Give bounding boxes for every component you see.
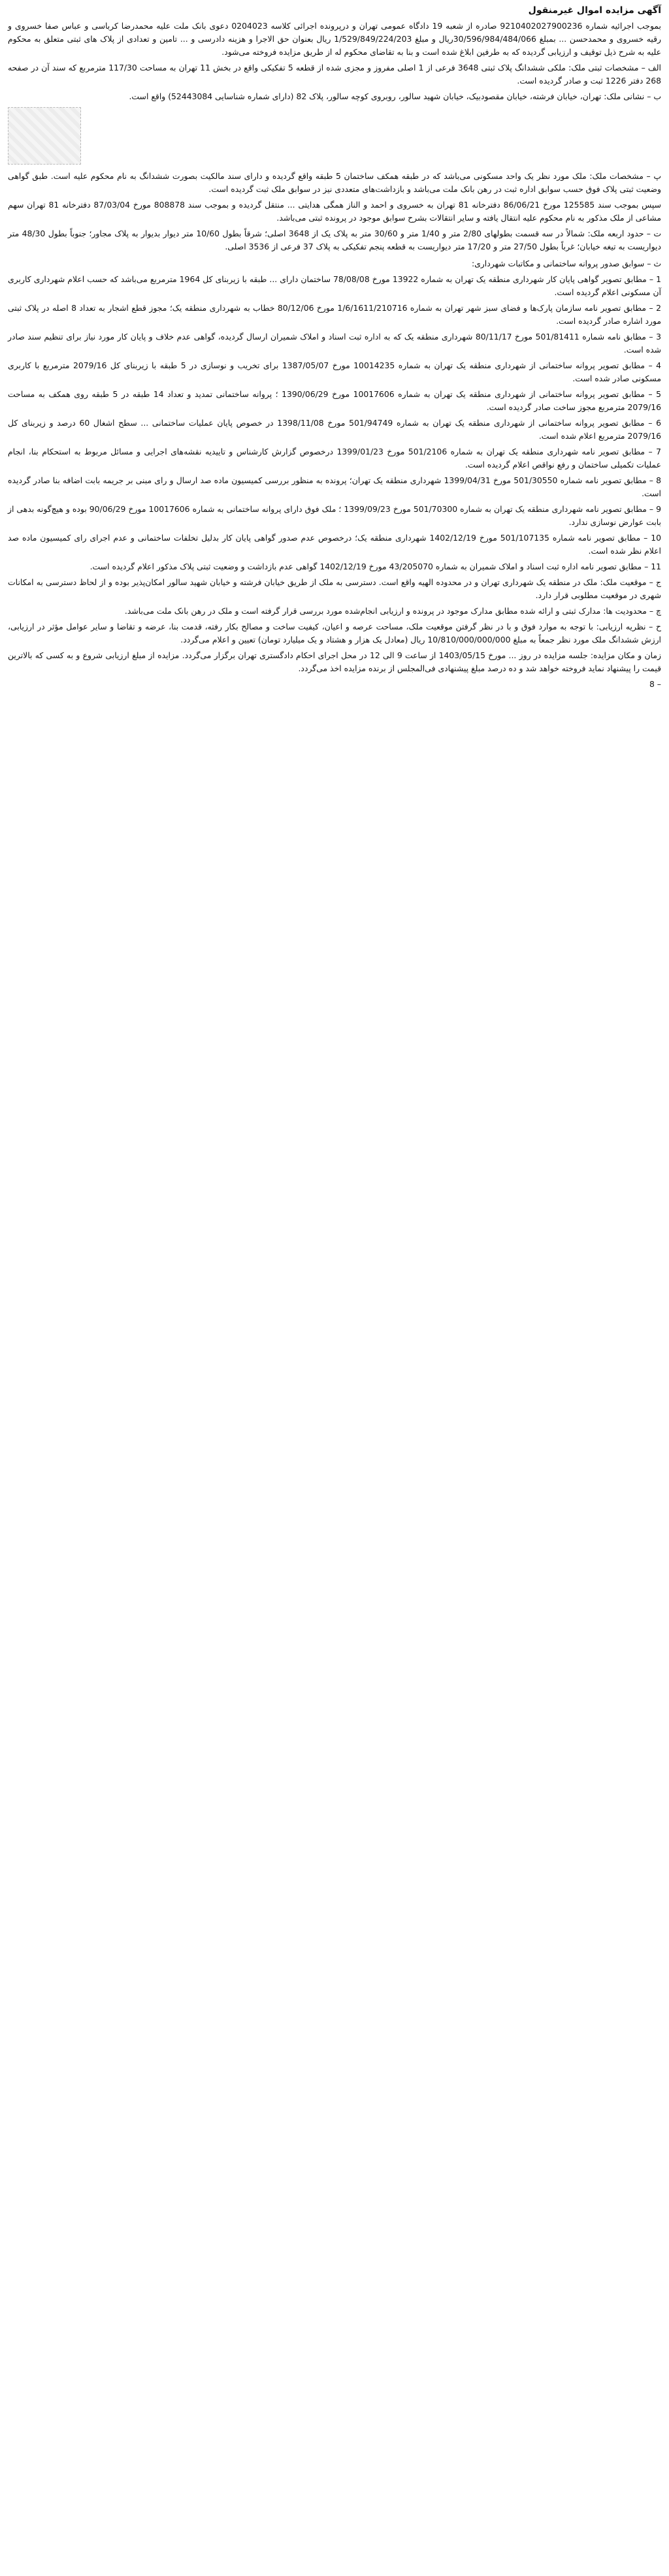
municipality-item-3: 3 – مطابق نامه شماره 501/81411 مورخ 80/11/17 شهرداری منطقه یک که به اداره ثبت اسناد و املاک شمیران ارسال گردیده، گواهی عدم خلاف و پایان کار مورد نیاز برای تنظیم سند صادر شده است. — [8, 332, 661, 355]
notice-title: آگهی مزایده اموال غیرمنقول — [528, 5, 661, 16]
municipality-item-9: 9 – مطابق تصویر نامه شهرداری منطقه یک تهران به شماره 501/70300 مورخ 1399/09/23 ؛ ملک فوق دارای پروانه ساختمانی به شماره 10017606 مورخ 90/06/29 بوده و هیچ‌گونه بدهی از بابت عوارض نوسازی ندارد. — [8, 504, 662, 527]
notice-paragraph-specs: پ – مشخصات ملک: ملک مورد نظر یک واحد مسکونی می‌باشد که در طبقه همکف ساختمان 5 طبقه واقع گردیده و دارای سند مالکیت بصورت ششدانگ به نام محکوم علیه است. طبق گواهی وضعیت ثبتی پلاک فوق حسب سوابق اداره ثبت در رهن بانک ملت می‌باشد و بازداشت‌های متعددی نیز در سوابق ملک ثبت گردیده است. — [8, 171, 661, 194]
property-photo — [8, 107, 81, 165]
municipality-item-1: 1 – مطابق تصویر گواهی پایان کار شهرداری منطقه یک تهران به شماره 13922 مورخ 78/08/08 ساختمان دارای ... طبقه با زیربنای کل 1964 مترمربع می‌باشد که حسب اعلام شهرداری کاربری آن مسکونی اعلام گردیده است. — [8, 274, 661, 297]
municipality-item-2: 2 – مطابق تصویر نامه سازمان پارک‌ها و فضای سبز شهر تهران به شماره 1/6/1611/210716 مورخ 80/12/06 خطاب به شهرداری منطقه یک؛ مجوز قطع اشجار به تعداد 8 اصله در پلاک ثبتی مورد اشاره صادر گردیده است. — [8, 303, 661, 326]
notice-paragraph-limitations: چ – محدودیت ها: مدارک ثبتی و ارائه شده مطابق مدارک موجود در پرونده و ارزیابی انجام‌شده مورد بررسی قرار گرفته است و ملک در رهن بانک ملت می‌باشد. — [124, 606, 661, 616]
municipality-item-6: 6 – مطابق تصویر پروانه ساختمانی از شهرداری منطقه یک تهران به شماره 501/94749 مورخ 1398/11/08 در خصوص پایان عملیات ساختمانی ... سطح اشغال 60 درصد و زیربنای کل 2079/16 مترمربع اعلام شده است. — [8, 418, 661, 441]
municipality-item-5: 5 – مطابق تصویر پروانه ساختمانی از شهرداری منطقه یک تهران به شماره 10017606 مورخ 1390/06/29 ؛ پروانه ساختمانی تمدید و تعداد 14 طبقه در 5 طبقه روی همکف به مساحت 2079/16 مترمربع مجوز ساخت صادر گردیده است. — [8, 389, 662, 412]
municipality-section — [8, 257, 661, 573]
municipality-item-11: 11 – مطابق تصویر نامه اداره ثبت اسناد و املاک شمیران به شماره 43/205070 مورخ 1402/12/19 گواهی عدم بازداشت و وضعیت ثبتی پلاک مذکور اعلام گردیده است. — [90, 562, 661, 571]
notice-paragraph-address: ب – نشانی ملک: تهران، خیابان فرشته، خیابان مقصودبیک، خیابان شهید سالور، روبروی کوچه سالور، پلاک 82 (دارای شماره شناسایی 52443084) واقع است. — [129, 91, 661, 101]
municipality-item-7: 7 – مطابق تصویر نامه شهرداری منطقه یک تهران به شماره 501/2106 مورخ 1399/01/23 درخصوص گزارش کارشناس و تاییدیه نقشه‌های اجرایی و مسائل مربوط به استحکام بنا، انجام عملیات تکمیلی ساختمان و رفع نواقص اعلام گردیده است. — [8, 447, 662, 469]
notice-paragraph-registration: الف – مشخصات ثبتی ملک: ملکی ششدانگ پلاک ثبتی 3648 فرعی از 1 اصلی مفروز و مجزی شده از قطعه 5 تفکیکی واقع در بخش 11 تهران به مساحت 117/30 مترمربع که سند آن در صفحه 268 دفتر 1226 ثبت و صادر گردیده است. — [8, 63, 661, 86]
notice-paragraph-intro: بموجب اجرائیه شماره 9210402027900236 صادره از شعبه 19 دادگاه عمومی تهران و درپرونده اجرائی کلاسه 0204023 دعوی بانک ملت علیه محمدرضا کرباسی و عباس صفا خسروی و رقیه خسروی و محمدحسن ... بمبلغ 30/596/984/484/066ریال و مبلغ 1/529/849/224/203 ریال بعنوان حق الاجرا و هزینه دادرسی و ... تامین و تعدادی از پلاک های ثبتی متعلق به محکوم علیه به شرح ذیل توقیف و ارزیابی گردیده که به طرفین ابلاغ شده است و بنا به تقاضای محکوم له از طریق مزایده فروخته می‌شود. — [8, 21, 661, 57]
municipality-heading: ث – سوابق صدور پروانه ساختمانی و مکاتبات شهرداری: — [471, 259, 661, 268]
notice-paragraph-transfers: سپس بموجب سند 125585 مورخ 86/06/21 دفترخانه 81 تهران به خسروی و احمد و الناز همگی هدایتی ... منتقل گردیده و بموجب سند 808878 مورخ 87/03/04 دفترخانه 81 تهران سهم مشاعی از ملک مذکور به نام محکوم علیه انتقال یافته و سایر انتقالات بشرح سوابق موجود در پرونده ثبتی می‌باشد. — [8, 200, 661, 223]
notice-paragraph-valuation: ح – نظریه ارزیابی: با توجه به موارد فوق و با در نظر گرفتن موقعیت ملک، مساحت عرصه و اعیان، کیفیت ساخت و مصالح بکار رفته، قدمت بنا، عرضه و تقاضا و سایر عوامل مؤثر در ارزیابی، ارزش ششدانگ ملک مورد نظر جمعاً به مبلغ 10/810/000/000/000 ریال (معادل یک هزار و هشتاد و یک میلیارد تومان) تعیین و اعلام می‌گردد. — [8, 622, 661, 644]
notice-paragraph-location: ج – موقعیت ملک: ملک در منطقه یک شهرداری تهران و در محدوده الهیه واقع است. دسترسی به ملک از طریق خیابان فرشته و خیابان شهید سالور امکان‌پذیر بوده و از لحاظ دسترسی به امکانات شهری در موقعیت مطلوبی قرار دارد. — [8, 577, 661, 600]
notice-paragraph-auction-time: زمان و مکان مزایده: جلسه مزایده در روز ... مورخ 1403/05/15 از ساعت 9 الی 12 در محل اجرای احکام دادگستری تهران برگزار می‌گردد. مزایده از مبلغ ارزیابی شروع و به کسی که بالاترین قیمت را پیشنهاد نماید فروخته خواهد شد و ده درصد مبلغ پیشنهادی فی‌المجلس از برنده مزایده اخذ می‌گردد. — [8, 650, 661, 673]
notice-paragraph-footer: – 8 — [649, 679, 661, 689]
municipality-item-4: 4 – مطابق تصویر پروانه ساختمانی از شهرداری منطقه یک تهران به شماره 10014235 مورخ 1387/05/07 برای تخریب و نوسازی در 5 طبقه با زیربنای کل 2079/16 مترمربع با کاربری مسکونی صادر شده است. — [8, 360, 661, 383]
municipality-item-8: 8 – مطابق تصویر نامه شماره 501/30550 مورخ 1399/04/31 شهرداری منطقه یک تهران؛ پرونده به منظور بررسی کمیسیون ماده صد ارسال و رای مبنی بر جریمه بابت اضافه بنا صادر گردیده است. — [8, 475, 661, 498]
municipality-item-10: 10 – مطابق تصویر نامه شماره 501/107135 مورخ 1402/12/19 شهرداری منطقه یک؛ درخصوص عدم صدور گواهی پایان کار بدلیل تخلفات ساختمانی و عدم اجرای رای کمیسیون ماده صد اعلام نظر شده است. — [8, 533, 661, 556]
notice-page — [0, 0, 669, 700]
notice-paragraph-boundaries: ت – حدود اربعه ملک: شمالاً در سه قسمت بطولهای 2/80 متر و 1/40 متر و 30/60 متر به پلاک یک از 3648 اصلی؛ شرقاً بطول 10/60 متر دیوار بدیوار به پلاک مجاور؛ جنوباً بطول 48/30 متر دیواریست به تیغه خیابان؛ غرباً بطول 27/50 متر و 17/20 متر دیواریست به قطعه پنجم تفکیکی به پلاک 37 فرعی از 3536 اصلی. — [8, 229, 661, 251]
